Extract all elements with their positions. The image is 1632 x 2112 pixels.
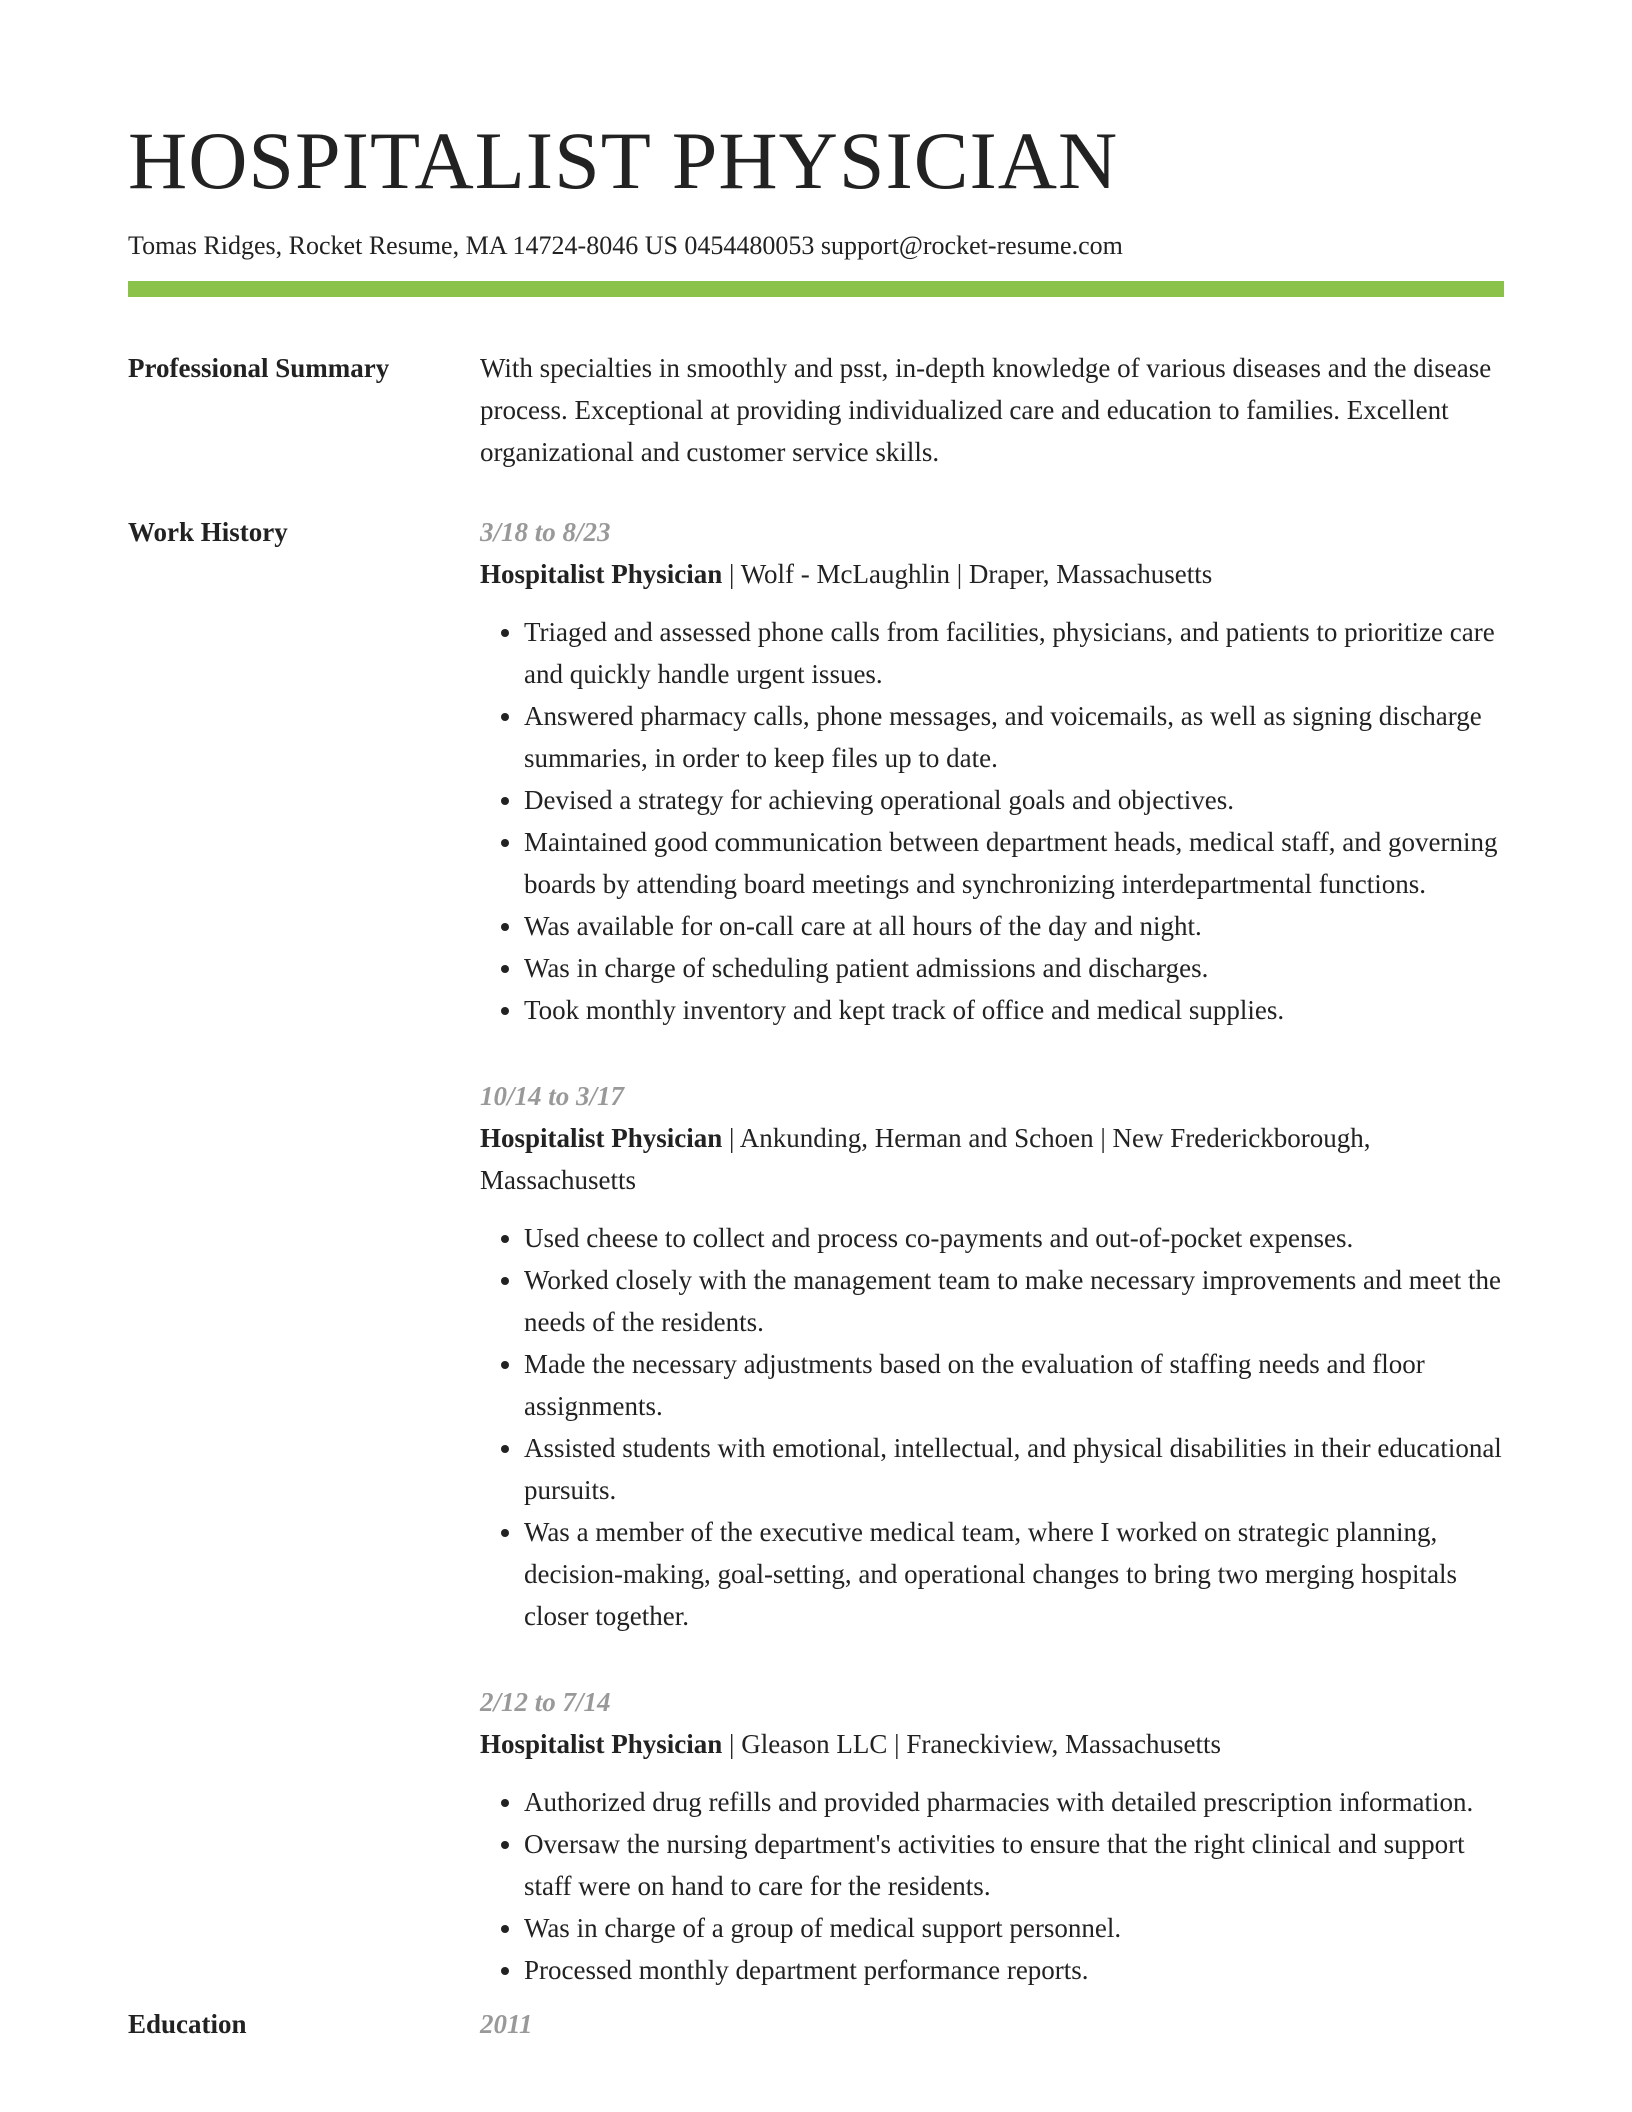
job-bullets — [480, 611, 1504, 1031]
job-title: Hospitalist Physician — [480, 1729, 723, 1760]
bullet-item: • Was a member of the executive medical team, where I worked on strategic planning, decision-making, goal-setting, and operational changes to bring two merging hospitals closer together. — [524, 1511, 1504, 1637]
job-title: Hospitalist Physician — [480, 559, 723, 590]
job-details: | Ankunding, Herman and Schoen | New Frederickborough, Massachusetts — [480, 1123, 1371, 1196]
work-history-list — [480, 511, 1504, 1991]
job-details: | Wolf - McLaughlin | Draper, Massachusetts — [722, 559, 1213, 590]
education-dates: 2011 — [480, 2009, 533, 2040]
job-bullets — [480, 1217, 1504, 1637]
bullet-item: • Took monthly inventory and kept track of office and medical supplies. — [524, 989, 1504, 1031]
section-label-work-history: Work History — [128, 517, 288, 548]
work-history-section — [128, 511, 1504, 1991]
job-heading — [480, 1723, 1504, 1765]
job-details: | Gleason LLC | Franeckiview, Massachusetts — [722, 1729, 1221, 1760]
education-body — [480, 2003, 1504, 2045]
bullet-item: • Processed monthly department performance reports. — [524, 1949, 1504, 1991]
bullet-item: • Authorized drug refills and provided pharmacies with detailed prescription information. — [524, 1781, 1504, 1823]
bullet-item: • Was available for on-call care at all hours of the day and night. — [524, 905, 1504, 947]
accent-divider — [128, 281, 1504, 297]
job-dates: 3/18 to 8/23 — [480, 517, 611, 548]
job-heading — [480, 553, 1504, 595]
summary-text: With specialties in smoothly and psst, in-depth knowledge of various diseases and the disease process. Exceptional at providing individualized care and education to families. Excellent organizational and customer service skills. — [480, 353, 1492, 468]
bullet-item: • Devised a strategy for achieving operational goals and objectives. — [524, 779, 1504, 821]
job-entry — [480, 511, 1504, 1031]
bullet-item: • Made the necessary adjustments based on the evaluation of staffing needs and floor assignments. — [524, 1343, 1504, 1427]
job-bullets — [480, 1781, 1504, 1991]
bullet-item: • Answered pharmacy calls, phone messages, and voicemails, as well as signing discharge summaries, in order to keep files up to date. — [524, 695, 1504, 779]
bullet-item: • Maintained good communication between department heads, medical staff, and governing boards by attending board meetings and synchronizing interdepartmental functions. — [524, 821, 1504, 905]
bullet-item: • Triaged and assessed phone calls from facilities, physicians, and patients to prioritize care and quickly handle urgent issues. — [524, 611, 1504, 695]
job-dates: 10/14 to 3/17 — [480, 1081, 625, 1112]
section-label-education: Education — [128, 2009, 247, 2040]
job-entry — [480, 1681, 1504, 1991]
job-entry — [480, 1075, 1504, 1637]
professional-summary-section — [128, 347, 1504, 473]
contact-line: Tomas Ridges, Rocket Resume, MA 14724-8046 US 0454480053 support@rocket-resume.com — [128, 231, 1123, 260]
bullet-item: • Oversaw the nursing department's activities to ensure that the right clinical and support staff were on hand to care for the residents. — [524, 1823, 1504, 1907]
bullet-item: • Assisted students with emotional, intellectual, and physical disabilities in their educational pursuits. — [524, 1427, 1504, 1511]
bullet-item: • Was in charge of scheduling patient admissions and discharges. — [524, 947, 1504, 989]
bullet-item: • Worked closely with the management team to make necessary improvements and meet the needs of the residents. — [524, 1259, 1504, 1343]
job-title: Hospitalist Physician — [480, 1123, 723, 1154]
job-heading — [480, 1117, 1504, 1201]
resume-page — [128, 115, 1504, 2045]
bullet-item: • Was in charge of a group of medical support personnel. — [524, 1907, 1504, 1949]
resume-title: HOSPITALIST PHYSICIAN — [128, 115, 1119, 206]
bullet-item: • Used cheese to collect and process co-payments and out-of-pocket expenses. — [524, 1217, 1504, 1259]
section-label-professional-summary: Professional Summary — [128, 353, 390, 384]
education-section — [128, 2003, 1504, 2045]
job-dates: 2/12 to 7/14 — [480, 1687, 611, 1718]
